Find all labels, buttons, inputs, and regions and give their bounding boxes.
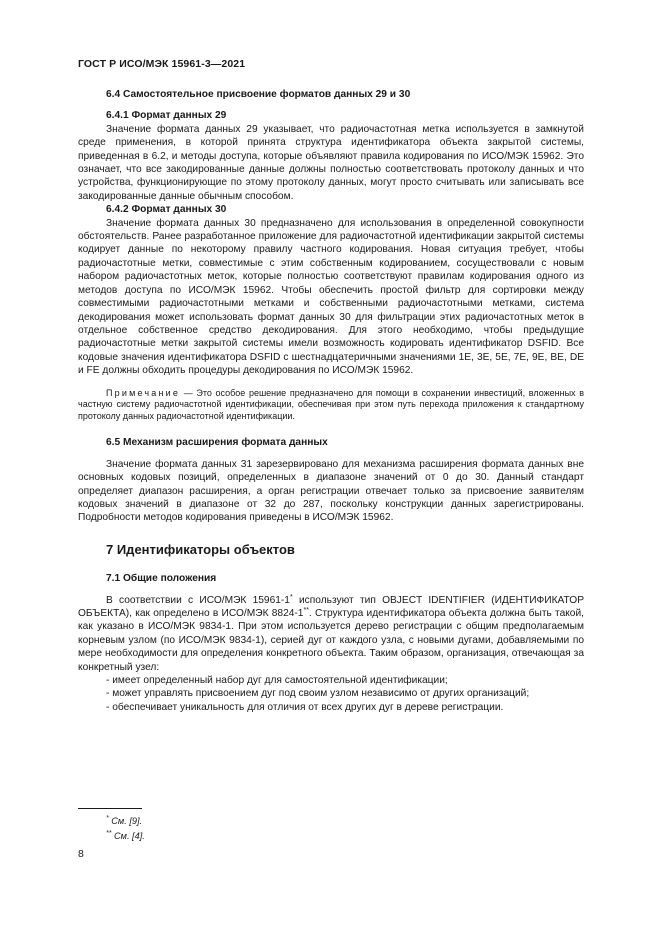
- footnote-ref-2: **: [303, 606, 309, 614]
- footnote-text: См. [9].: [111, 816, 143, 826]
- section-6-5-heading: 6.5 Механизм расширения формата данных: [106, 437, 328, 449]
- section-6-4-2-heading: 6.4.2 Формат данных 30: [106, 204, 227, 216]
- section-6-4-2-text: Значение формата данных 30 предназначено для использования в определенной совокупности обстоятельств. Ранее разработанное приложение для радиочастотной идентификации закрытой системы кодирует данные по некоторому правилу частного кодирования. Новая ситуация требует, чтобы радиочастотные метки, совместимые с этим собственным кодированием, сосуществовали с новым набором радиочастотных меток, которые полностью соответствуют правилам кодирования одного из методов доступа по ИСО/МЭК 15962. Чтобы обеспечить простой фильтр для сортировки между совместимыми радиочастотными метками и собственными радиочастотными метками, система декодирования может использовать формат данных 30 для фильтрации этих радиочастотных меток в отдельное собственное средство декодирования. Для этого необходимо, чтобы предыдущие радиочастотные метки закрытой системы имели возможность кодировать идентификатор DSFID. Все кодовые значения идентификатора DSFID с шестнадцатеричными значениями 1E, 3E, 5E, 7E, 9E, BE, DE и FE должны обходить процедуры декодирования по ИСО/МЭК 15962.: [78, 217, 584, 377]
- section-6-4-heading: 6.4 Самостоятельное присвоение форматов данных 29 и 30: [106, 89, 411, 100]
- section-7-1-text-b: используют тип OBJECT IDENTIFIER (ИДЕНТИФИКАТОР ОБЪЕКТА), как определено в ИСО/МЭК 8824-1: [78, 594, 585, 619]
- footnote-divider: [78, 808, 142, 809]
- section-6-4-1-text: Значение формата данных 29 указывает, что радиочастотная метка используется в замкнутой среде применения, в которой принята структура идентификатора объекта закрытой системы, приведенная в 6.2, и методы доступа, которые объявляют правила кодирования по ИСО/МЭК 15962. Это означает, что все закодированные данные должны полностью соответствовать протоколу данных и что устройства, функционирующие по этому протоколу данных, могут просто считывать или записывать все закодированные данные обычным способом.: [78, 123, 584, 202]
- section-7-1-text-c: . Структура идентификатора объекта должна быть такой, как указано в ИСО/МЭК 9834-1. При этом используется дерево регистрации с общим предполагаемым корневым узлом (по ИСО/МЭК 9834-1), серией дуг от каждого узла, с новыми дугами, добавляемыми по мере необходимости для определения конкретного объекта. Таким образом, организация, отвечающая за конкретный узел:: [78, 607, 584, 673]
- section-7-heading: 7 Идентификаторы объектов: [106, 541, 295, 557]
- section-6-5-text: Значение формата данных 31 зарезервировано для механизма расширения формата данных вне основных кодовых позиций, определенных в диапазоне значений от 0 до 30. Данный стандарт определяет диапазон расширения, а орган регистрации отвечает только за присвоение заявителям кодовых значений в диапазоне от 32 до 287, поскольку конструкции данных зарегистрированы. Подробности методов кодирования приведены в ИСО/МЭК 15962.: [78, 458, 584, 524]
- note-text: — Это особое решение предназначено для помощи в сохранении инвестиций, вложенных в частную систему радиочастотной идентификации, обеспечивая при этом путь перехода приложения к стандартному протоколу данных радиочастотной идентификации.: [78, 387, 584, 421]
- footnote-text: См. [4].: [114, 831, 145, 841]
- footnote-ref-1: *: [289, 593, 293, 601]
- note-paragraph: [78, 388, 584, 423]
- page-number: 8: [78, 848, 84, 860]
- list-item: - имеет определенный набор дуг для самостоятельной идентификации;: [106, 675, 448, 686]
- list-item: - может управлять присвоением дуг под своим узлом независимо от других организаций;: [106, 688, 530, 700]
- section-7-1-text: [78, 594, 584, 674]
- footnote-1: [106, 814, 145, 829]
- list-item: - обеспечивает уникальность для отличия от всех других дуг в дереве регистрации.: [106, 701, 504, 713]
- page-content: [78, 88, 584, 714]
- document-header: ГОСТ Р ИСО/МЭК 15961-3—2021: [78, 58, 246, 70]
- section-7-1-text-a: В соответствии с ИСО/МЭК 15961-1: [106, 594, 290, 606]
- note-label: Примечание: [106, 387, 181, 398]
- footnotes: [106, 814, 145, 844]
- section-7-1-heading: 7.1 Общие положения: [106, 573, 217, 585]
- footnote-mark: *: [106, 815, 109, 822]
- section-6-4-1-heading: 6.4.1 Формат данных 29: [106, 110, 227, 122]
- footnote-2: [106, 829, 145, 844]
- footnote-mark: **: [106, 830, 112, 837]
